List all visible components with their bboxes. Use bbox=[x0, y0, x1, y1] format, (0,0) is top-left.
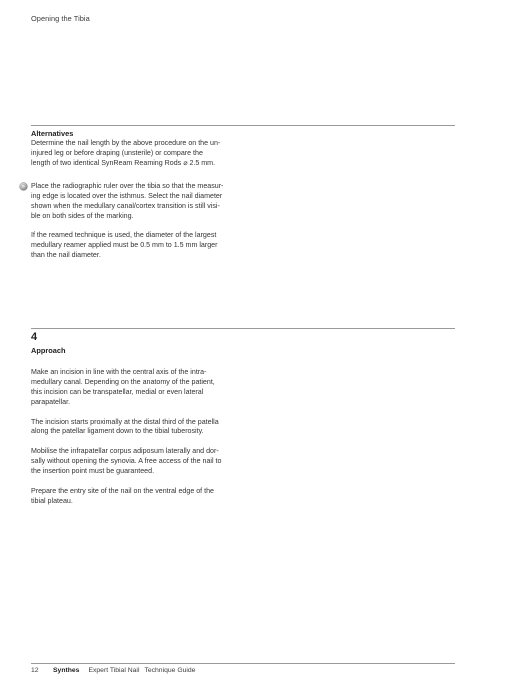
approach-body bbox=[31, 368, 246, 517]
section-divider-step bbox=[31, 328, 455, 329]
radiographic-ruler-icon bbox=[19, 182, 28, 191]
ruler-note-line: shown when the medullary canal/cortex transition is still visi- bbox=[31, 201, 220, 210]
approach-line: Prepare the entry site of the nail on the ventral edge of the bbox=[31, 486, 214, 495]
approach-line: along the patellar ligament down to the tibial tuberosity. bbox=[31, 427, 204, 436]
approach-paragraph bbox=[31, 447, 246, 477]
step-title: Approach bbox=[31, 346, 66, 355]
ruler-note-line: ble on both sides of the marking. bbox=[31, 211, 134, 220]
alternatives-line: injured leg or before draping (unsterile) or compare the bbox=[31, 148, 203, 157]
alternatives-section bbox=[31, 129, 246, 169]
reamer-note bbox=[31, 231, 246, 261]
section-divider-top bbox=[31, 125, 455, 126]
approach-paragraph bbox=[31, 368, 246, 408]
step-number: 4 bbox=[31, 331, 38, 343]
guide-type: Technique Guide bbox=[144, 667, 196, 674]
approach-line: Mobilise the infrapatellar corpus adiposum laterally and dor- bbox=[31, 447, 219, 456]
approach-line: tibial plateau. bbox=[31, 496, 73, 505]
reamer-note-line: If the reamed technique is used, the diameter of the largest bbox=[31, 231, 217, 239]
alternatives-line: length of two identical SynReam Reaming Rods ⌀ 2.5 mm. bbox=[31, 158, 216, 167]
approach-line: parapatellar. bbox=[31, 397, 71, 406]
approach-line: medullary canal. Depending on the anatomy of the patient, bbox=[31, 377, 215, 386]
guide-name: Expert Tibial Nail bbox=[88, 667, 140, 674]
ruler-note-line: Place the radiographic ruler over the tibia so that the measur- bbox=[31, 182, 224, 190]
approach-line: sally without opening the synovia. A free access of the nail to bbox=[31, 457, 222, 466]
reamer-note-line: than the nail diameter. bbox=[31, 250, 101, 259]
ruler-note-line: ing edge is located over the isthmus. Select the nail diameter bbox=[31, 191, 223, 200]
alternatives-title: Alternatives bbox=[31, 129, 74, 138]
alternatives-line: Determine the nail length by the above procedure on the un- bbox=[31, 138, 221, 147]
approach-paragraph bbox=[31, 418, 246, 438]
approach-line: The incision starts proximally at the distal third of the patella bbox=[31, 417, 219, 426]
page-header-title: Opening the Tibia bbox=[31, 14, 90, 23]
page-footer bbox=[31, 667, 195, 674]
page-number: 12 bbox=[31, 667, 39, 674]
footer-divider bbox=[31, 663, 455, 664]
brand-name: Synthes bbox=[53, 667, 80, 674]
approach-line: this incision can be transpatellar, medial or even lateral bbox=[31, 387, 204, 396]
approach-line: the insertion point must be guaranteed. bbox=[31, 467, 155, 476]
approach-paragraph bbox=[31, 487, 246, 507]
approach-line: Make an incision in line with the central axis of the intra- bbox=[31, 368, 207, 376]
ruler-note bbox=[31, 182, 246, 222]
reamer-note-line: medullary reamer applied must be 0.5 mm to 1.5 mm larger bbox=[31, 240, 218, 249]
